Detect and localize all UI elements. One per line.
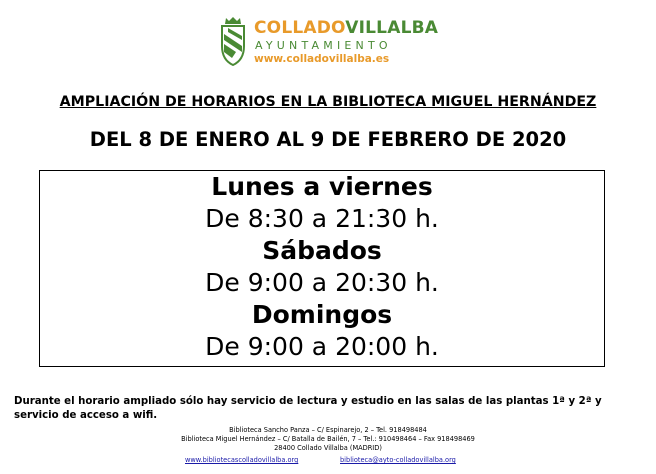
schedule-hours-weekdays: De 8:30 a 21:30 h.	[205, 204, 439, 233]
service-note: Durante el horario ampliado sólo hay servicio de lectura y estudio en las salas de las plantas 1ª y 2ª y servicio de acceso a wifi.	[14, 396, 602, 421]
email-link[interactable]: biblioteca@ayto-colladovillalba.org	[340, 456, 456, 464]
brand-website: www.colladovillalba.es	[254, 53, 390, 65]
schedule-day-sunday: Domingos	[251, 300, 393, 329]
date-range: DEL 8 DE ENERO AL 9 DE FEBRERO DE 2020	[89, 128, 567, 151]
footer-address	[0, 426, 656, 454]
schedule-hours-sunday: De 9:00 a 20:00 h.	[205, 332, 439, 361]
footer-line-city: 28400 Collado Villalba (MADRID)	[274, 444, 382, 453]
shield-crest-icon	[218, 16, 248, 66]
footer-line-miguel-hernandez: Biblioteca Miguel Hernández – C/ Batalla de Bailén, 7 – Tel.: 910498464 – Fax 918498469	[181, 435, 475, 444]
schedule-day-weekdays: Lunes a viernes	[211, 172, 433, 201]
footer-line-sancho-panza: Biblioteca Sancho Panza – C/ Espinarejo, 2 – Tel. 918498484	[229, 426, 427, 434]
page-title: AMPLIACIÓN DE HORARIOS EN LA BIBLIOTECA MIGUEL HERNÁNDEZ	[59, 94, 597, 110]
website-link[interactable]: www.bibliotecascolladovillalba.org	[185, 456, 299, 464]
schedule-day-saturday: Sábados	[262, 236, 382, 265]
logo	[218, 16, 439, 74]
brand-name: COLLADOVILLALBA	[254, 18, 439, 38]
schedule-box	[39, 170, 605, 367]
schedule-hours-saturday: De 9:00 a 20:30 h.	[205, 268, 439, 297]
brand-subtitle: AYUNTAMIENTO	[255, 39, 392, 52]
